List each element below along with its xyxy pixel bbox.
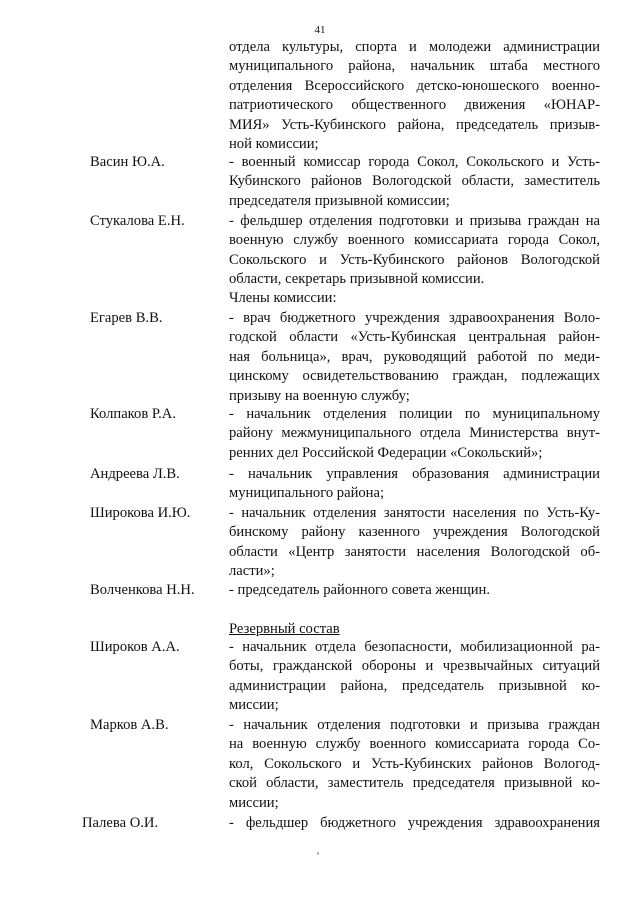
person-role (229, 309, 600, 406)
person-role (229, 405, 600, 463)
scan-speck (317, 852, 319, 855)
text-line: бинскому району казенного учреждения Вологодской (229, 524, 600, 541)
person-role (229, 814, 600, 833)
text-line: цинскому освидетельствованию граждан, подлежащих (229, 368, 600, 385)
person-name: Колпаков Р.А. (90, 406, 176, 422)
text-line: - начальник отделения полиции по муниципальному (229, 406, 600, 422)
text-line: ренних дел Российской Федерации «Сокольский»; (229, 444, 543, 461)
reserve-heading: Резервный состав (229, 621, 340, 637)
text-line: администрации района, председатель призывной ко- (229, 677, 600, 694)
page-number: 41 (314, 24, 326, 36)
intro-continuation (229, 38, 600, 154)
text-line: миссии; (229, 794, 279, 811)
text-line: призыву на военную службу; (229, 387, 410, 404)
text-line: ской области, заместитель председателя призывной ко- (229, 775, 600, 792)
text-line: - военный комиссар города Сокол, Сокольского и Усть- (229, 154, 600, 170)
text-line: председателя призывной комиссии; (229, 192, 450, 209)
text-line: МИЯ» Усть-Кубинского района, председатель призыв- (229, 116, 600, 133)
members-heading: Члены комиссии: (229, 290, 337, 306)
text-line: - начальник отделения занятости населения по Усть-Ку- (229, 505, 600, 521)
text-line: на военную службу военного комиссариата города Со- (229, 736, 600, 753)
person-name: Широкова И.Ю. (90, 505, 191, 521)
text-line: - фельдшер бюджетного учреждения здравоохранения (229, 815, 600, 831)
text-line: кол, Сокольского и Усть-Кубинских районов Вологод- (229, 755, 600, 772)
person-name: Егарев В.В. (90, 310, 163, 326)
text-line: - начальник отделения подготовки и призыва граждан (229, 717, 600, 733)
text-line: муниципального района, начальник штаба местного (229, 58, 600, 75)
text-line: - врач бюджетного учреждения здравоохранения Воло- (229, 310, 600, 326)
person-name: Волченкова Н.Н. (90, 582, 195, 598)
person-role (229, 581, 600, 600)
text-line: отдела культуры, спорта и молодежи администрации (229, 39, 600, 55)
text-line: миссии; (229, 697, 279, 714)
text-line: ласти»; (229, 563, 275, 580)
text-line: - начальник отдела безопасности, мобилизационной ра- (229, 639, 600, 655)
text-line: ной комиссии; (229, 136, 319, 153)
text-line: - председатель районного совета женщин. (229, 582, 491, 598)
text-line: муниципального района; (229, 485, 385, 502)
text-line: Кубинского районов Вологодской области, заместитель (229, 173, 600, 190)
text-line: отделения Всероссийского детско-юношеского военно- (229, 77, 600, 94)
text-line: - начальник управления образования администрации (229, 466, 600, 482)
text-line: области «Центр занятости населения Вологодской об- (229, 543, 600, 560)
person-role (229, 716, 600, 813)
person-name: Андреева Л.В. (90, 466, 180, 482)
text-line: району межмуниципального отдела Министерства внут- (229, 425, 600, 442)
text-line: годской области «Усть-Кубинская центральная район- (229, 329, 600, 346)
person-name: Широков А.А. (90, 639, 180, 655)
text-line: области, секретарь призывной комиссии. (229, 271, 485, 288)
person-role (229, 153, 600, 211)
text-line: военную службу военного комиссариата города Сокол, (229, 232, 600, 249)
person-role (229, 504, 600, 582)
person-name: Васин Ю.А. (90, 154, 165, 170)
text-line: Сокольского и Усть-Кубинского районов Вологодской (229, 251, 600, 268)
person-role (229, 212, 600, 290)
text-line: ная больница», врач, руководящий работой по меди- (229, 348, 600, 365)
person-role (229, 465, 600, 504)
text-line: - фельдшер отделения подготовки и призыва граждан на (229, 213, 600, 229)
text-line: патриотического общественного движения «ЮНАР- (229, 97, 600, 114)
person-name: Марков А.В. (90, 717, 169, 733)
person-name: Стукалова Е.Н. (90, 213, 185, 229)
person-role (229, 638, 600, 716)
person-name: Палева О.И. (82, 815, 159, 831)
text-line: боты, гражданской обороны и чрезвычайных ситуаций (229, 658, 600, 675)
